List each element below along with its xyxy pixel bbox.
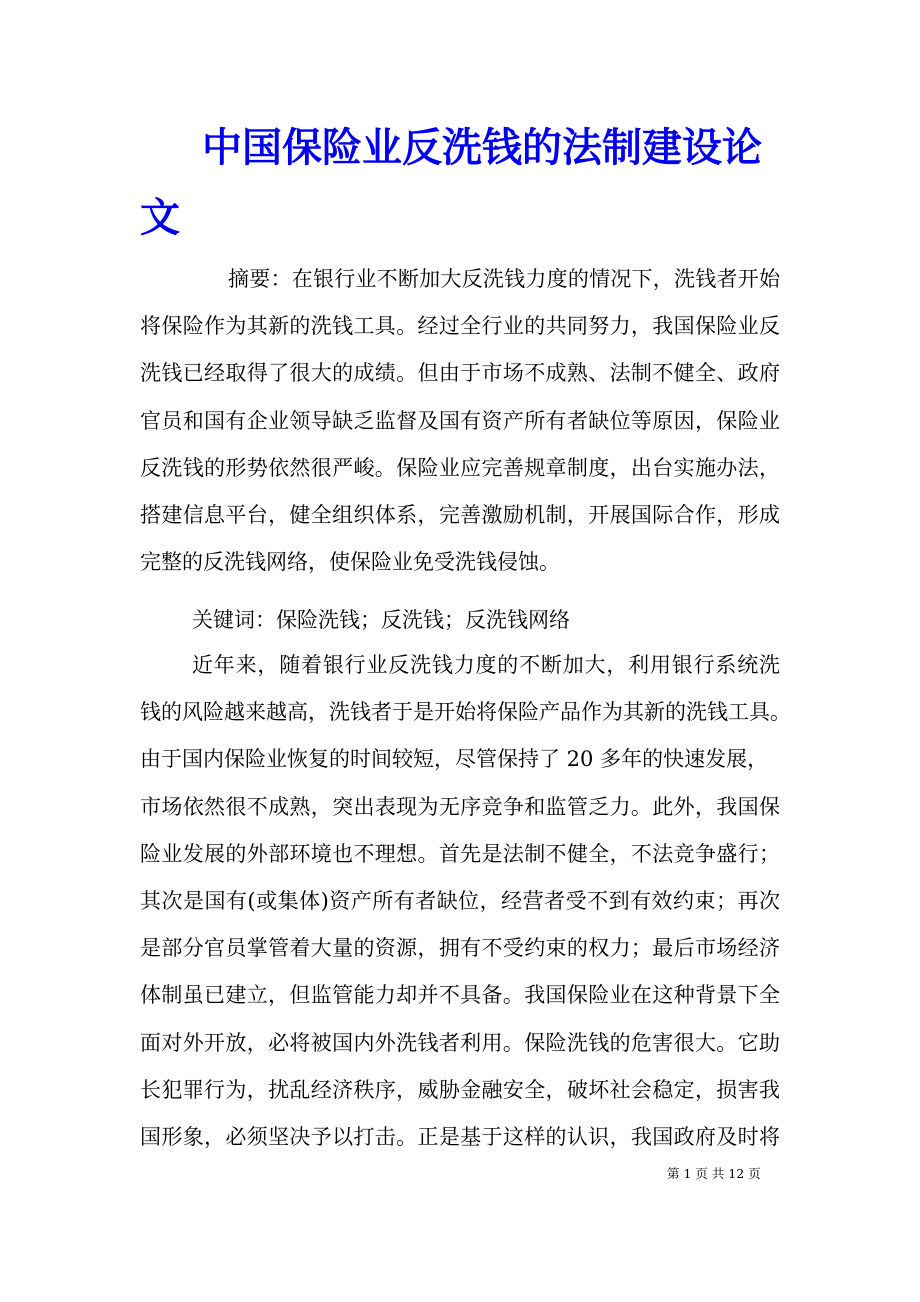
abstract-line: 摘要：在银行业不断加大反洗钱力度的情况下，洗钱者开始 <box>228 267 780 291</box>
body-line: 长犯罪行为，扰乱经济秩序，威胁金融安全，破坏社会稳定，损害我 <box>140 1077 780 1102</box>
body-line: 险业发展的外部环境也不理想。首先是法制不健全，不法竞争盛行； <box>140 841 780 866</box>
body-line: 其次是国有(或集体)资产所有者缺位，经营者受不到有效约束；再次 <box>140 888 780 913</box>
page-footer: 第 1 页 共 12 页 <box>667 1166 761 1181</box>
body-line: 近年来，随着银行业反洗钱力度的不断加大，利用银行系统洗 <box>192 653 780 677</box>
body-paragraph <box>140 642 791 1161</box>
abstract-line: 官员和国有企业领导缺乏监督及国有资产所有者缺位等原因，保险业 <box>140 408 780 433</box>
abstract-line: 搭建信息平台，健全组织体系，完善激励机制，开展国际合作，形成 <box>140 502 780 527</box>
body-line: 是部分官员掌管着大量的资源，拥有不受约束的权力；最后市场经济 <box>140 936 780 961</box>
abstract-paragraph <box>140 256 780 586</box>
document-title-line-1: 中国保险业反洗钱的法制建设论 <box>202 124 762 171</box>
body-line: 由于国内保险业恢复的时间较短，尽管保持了 20 多年的快速发展， <box>140 747 769 772</box>
keywords-paragraph <box>140 597 780 644</box>
body-line: 面对外开放，必将被国内外洗钱者利用。保险洗钱的危害很大。它助 <box>140 1030 780 1055</box>
abstract-line: 将保险作为其新的洗钱工具。经过全行业的共同努力，我国保险业反 <box>140 314 780 339</box>
abstract-line: 完整的反洗钱网络，使保险业免受洗钱侵蚀。 <box>140 550 560 575</box>
keywords-line: 关键词：保险洗钱；反洗钱；反洗钱网络 <box>192 608 570 632</box>
document-title-line-2: 文 <box>140 194 180 241</box>
body-line: 钱的风险越来越高，洗钱者于是开始将保险产品作为其新的洗钱工具。 <box>140 700 791 725</box>
abstract-line: 反洗钱的形势依然很严峻。保险业应完善规章制度，出台实施办法， <box>140 455 780 480</box>
body-line: 体制虽已建立，但监管能力却并不具备。我国保险业在这种背景下全 <box>140 983 780 1008</box>
abstract-line: 洗钱已经取得了很大的成绩。但由于市场不成熟、法制不健全、政府 <box>140 361 780 386</box>
body-line: 市场依然很不成熟，突出表现为无序竞争和监管乏力。此外，我国保 <box>140 794 780 819</box>
body-line: 国形象，必须坚决予以打击。正是基于这样的认识，我国政府及时将 <box>140 1124 780 1149</box>
